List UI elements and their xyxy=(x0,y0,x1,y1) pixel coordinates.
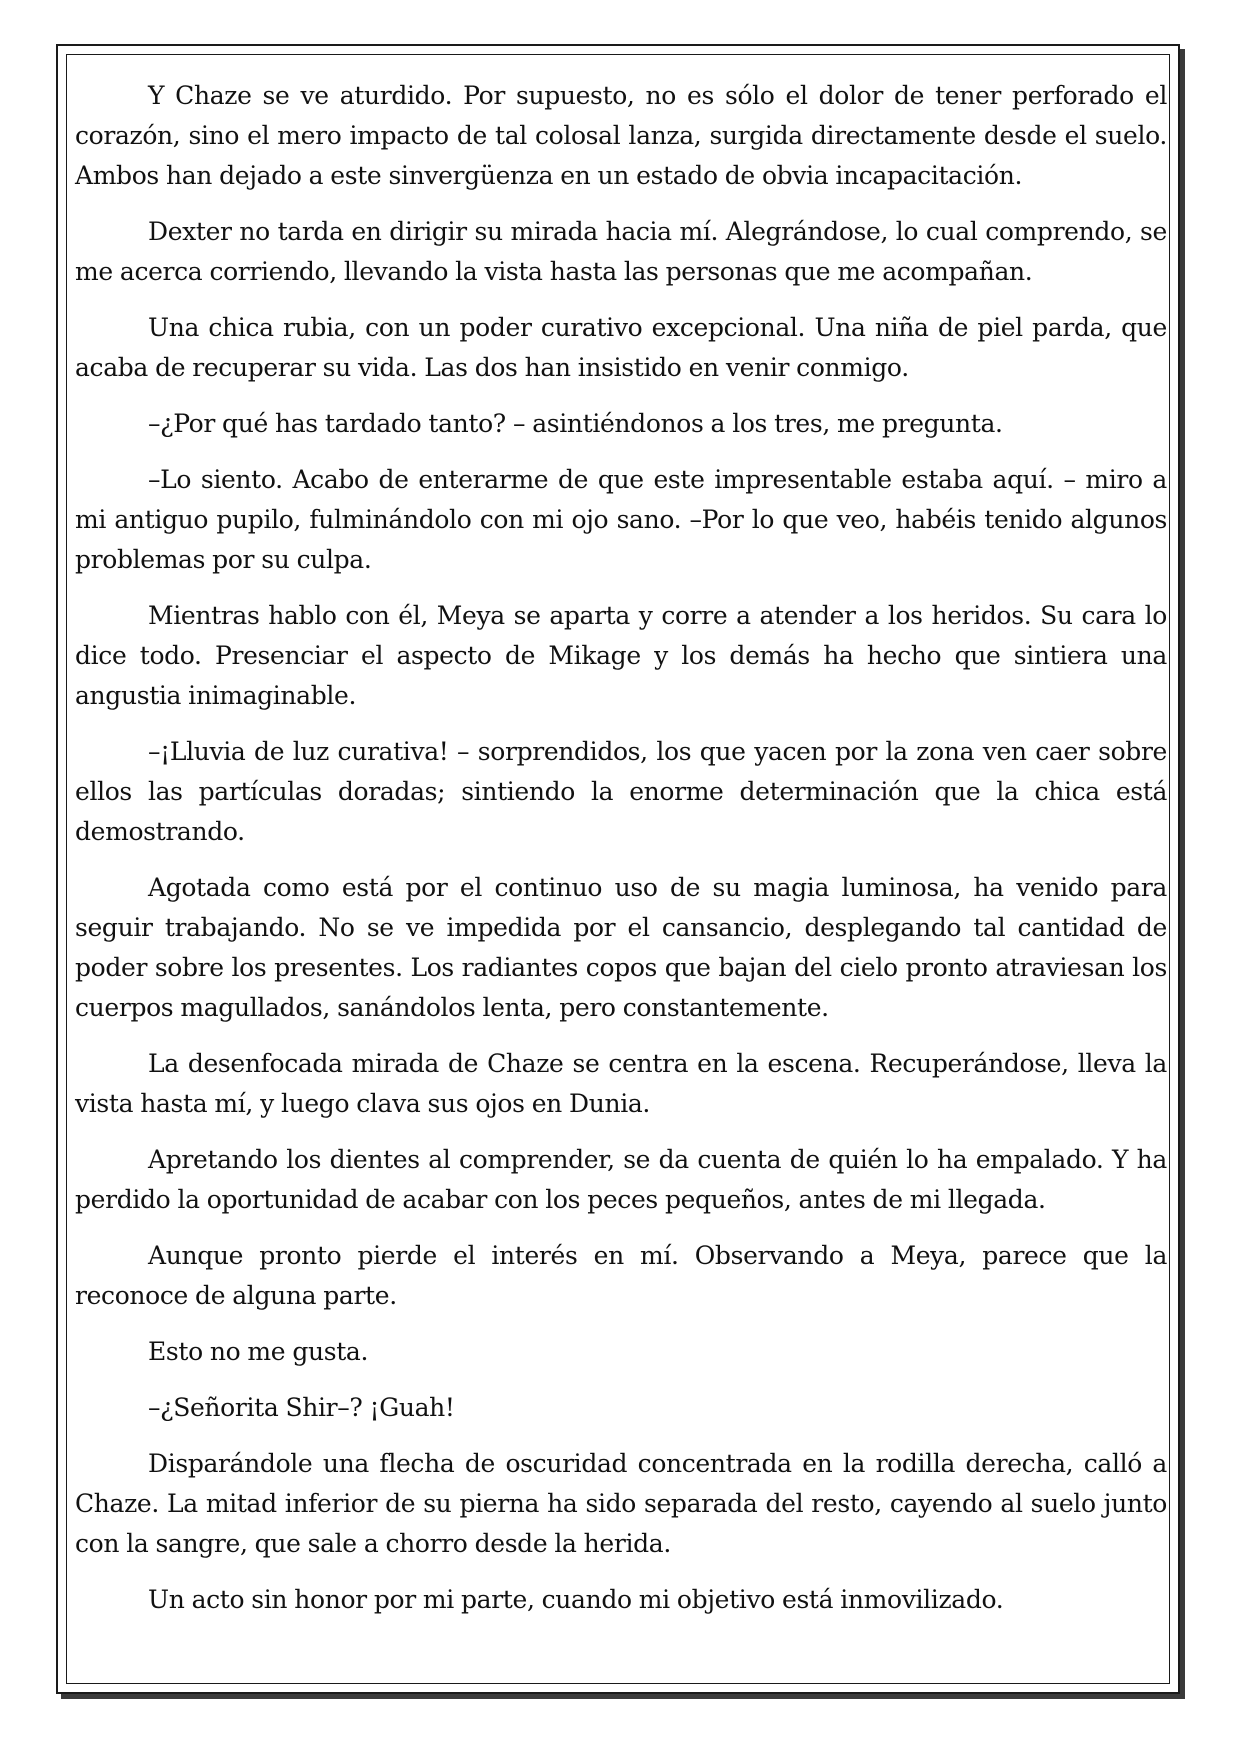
paragraph: Agotada como está por el continuo uso de su magia luminosa, ha venido para seguir trabajando. No se ve impedida por el cansancio, desplegando tal cantidad de poder sobre los presentes. Los radiantes copos que bajan del cielo pronto atraviesan los cuerpos magullados, sanándolos lenta, pero constantemente. xyxy=(75,873,1167,1022)
paragraph: La desenfocada mirada de Chaze se centra en la escena. Recuperándose, lleva la vista hasta mí, y luego clava sus ojos en Dunia. xyxy=(75,1049,1167,1118)
dialogue-paragraph: –¿Señorita Shir–? ¡Guah! xyxy=(148,1393,455,1422)
paragraph: Y Chaze se ve aturdido. Por supuesto, no es sólo el dolor de tener perforado el corazón, sino el mero impacto de tal colosal lanza, surgida directamente desde el suelo. Ambos han dejado a este sinvergüenza en un estado de obvia incapacitación. xyxy=(75,81,1167,190)
paragraph: Apretando los dientes al comprender, se da cuenta de quién lo ha empalado. Y ha perdido la oportunidad de acabar con los peces pequeños, antes de mi llegada. xyxy=(75,1145,1167,1214)
paragraph: Un acto sin honor por mi parte, cuando mi objetivo está inmovilizado. xyxy=(148,1585,1004,1614)
paragraph: Disparándole una flecha de oscuridad concentrada en la rodilla derecha, calló a Chaze. La mitad inferior de su pierna ha sido separada del resto, cayendo al suelo junto con la sangre, que sale a chorro desde la herida. xyxy=(75,1449,1167,1558)
paragraph: Aunque pronto pierde el interés en mí. Observando a Meya, parece que la reconoce de alguna parte. xyxy=(75,1241,1167,1310)
dialogue-paragraph: –¡Lluvia de luz curativa! – sorprendidos, los que yacen por la zona ven caer sobre ellos las partículas doradas; sintiendo la enorme determinación que la chica está demostrando. xyxy=(75,737,1167,846)
paragraph: Mientras hablo con él, Meya se aparta y corre a atender a los heridos. Su cara lo dice todo. Presenciar el aspecto de Mikage y los demás ha hecho que sintiera una angustia inimaginable. xyxy=(75,601,1167,710)
paragraph: Una chica rubia, con un poder curativo excepcional. Una niña de piel parda, que acaba de recuperar su vida. Las dos han insistido en venir conmigo. xyxy=(75,313,1167,382)
paragraph: Esto no me gusta. xyxy=(148,1337,369,1366)
dialogue-paragraph: –¿Por qué has tardado tanto? – asintiéndonos a los tres, me pregunta. xyxy=(148,409,1003,438)
dialogue-paragraph: –Lo siento. Acabo de enterarme de que este impresentable estaba aquí. – miro a mi antiguo pupilo, fulminándolo con mi ojo sano. –Por lo que veo, habéis tenido algunos problemas por su culpa. xyxy=(75,465,1167,574)
page-body xyxy=(75,76,1167,1636)
paragraph: Dexter no tarda en dirigir su mirada hacia mí. Alegrándose, lo cual comprendo, se me acerca corriendo, llevando la vista hasta las personas que me acompañan. xyxy=(75,217,1167,286)
